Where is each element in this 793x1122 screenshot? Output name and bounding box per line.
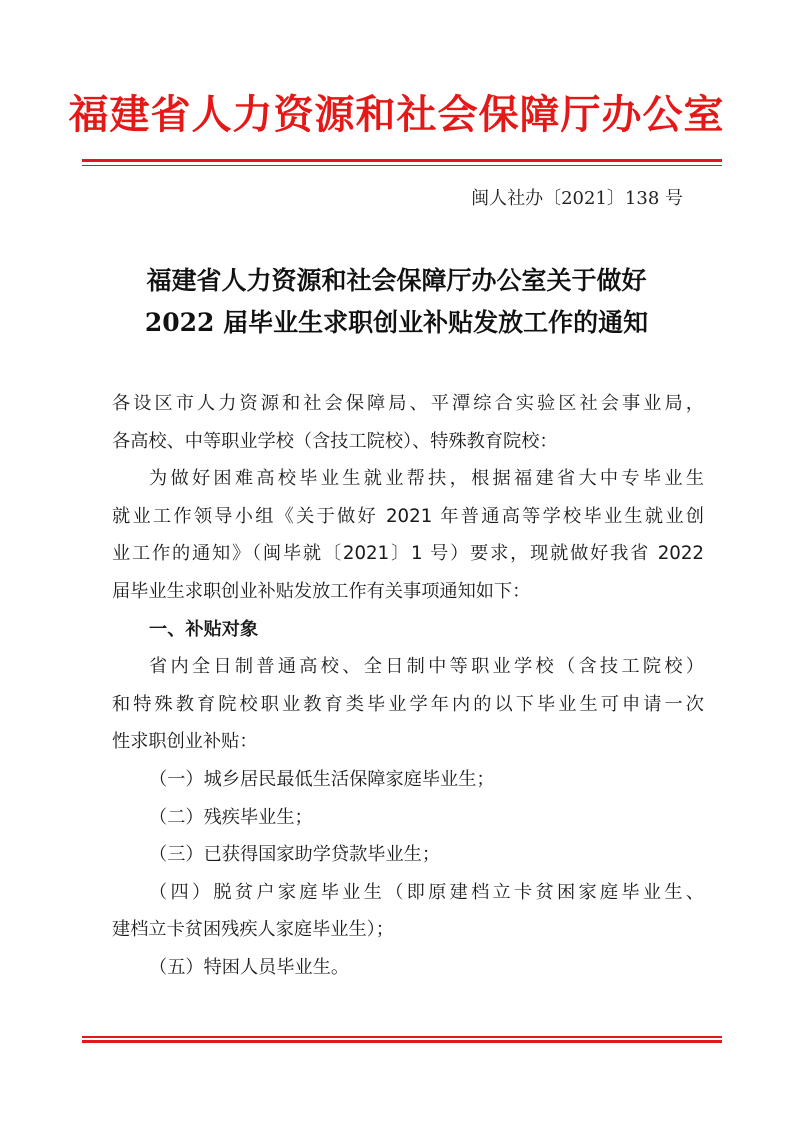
body-line: 各设区市人力资源和社会保障局、平潭综合实验区社会事业局， xyxy=(112,393,704,414)
body-line: 性求职创业补贴： xyxy=(112,731,258,753)
footer-divider-thick xyxy=(82,1040,722,1043)
document-title-line-2: 2022 届毕业生求职创业补贴发放工作的通知 xyxy=(144,308,649,337)
body-line: 各高校、中等职业学校（含技工院校）、特殊教育院校： xyxy=(112,430,558,452)
list-item: （二）残疾毕业生； xyxy=(149,806,313,828)
header-divider-thick xyxy=(82,159,722,162)
document-number: 闽人社办〔2021〕138 号 xyxy=(471,188,683,209)
section-heading: 一、补贴对象 xyxy=(149,618,259,640)
list-item: （三）已获得国家助学贷款毕业生； xyxy=(149,844,441,866)
list-item: （四）脱贫户家庭毕业生（即原建档立卡贫困家庭毕业生、 xyxy=(149,881,704,903)
body-line: 和特殊教育院校职业教育类毕业学年内的以下毕业生可申请一次 xyxy=(112,693,704,715)
list-item: （一）城乡居民最低生活保障家庭毕业生； xyxy=(149,768,495,790)
list-item: （五）特困人员毕业生。 xyxy=(149,956,350,978)
document-title xyxy=(60,260,733,344)
footer-divider-thin xyxy=(82,1036,722,1038)
body-line: 省内全日制普通高校、全日制中等职业学校（含技工院校） xyxy=(149,656,704,678)
issuer-header-title: 福建省人力资源和社会保障厅办公室 xyxy=(68,91,725,138)
body-line: 为做好困难高校毕业生就业帮扶，根据福建省大中专毕业生 xyxy=(149,468,704,490)
body-line: 就业工作领导小组《关于做好 2021 年普通高等学校毕业生就业创 xyxy=(112,505,704,527)
list-item-continuation: 建档立卡贫困残疾人家庭毕业生）； xyxy=(112,919,394,941)
body-line: 业工作的通知》（闽毕就〔2021〕1 号）要求，现就做好我省 2022 xyxy=(112,543,704,565)
header-divider-thin xyxy=(82,165,722,167)
document-title-line-1: 福建省人力资源和社会保障厅办公室关于做好 xyxy=(146,266,647,295)
document-body xyxy=(112,385,704,987)
body-line: 届毕业生求职创业补贴发放工作有关事项通知如下： xyxy=(112,580,531,602)
